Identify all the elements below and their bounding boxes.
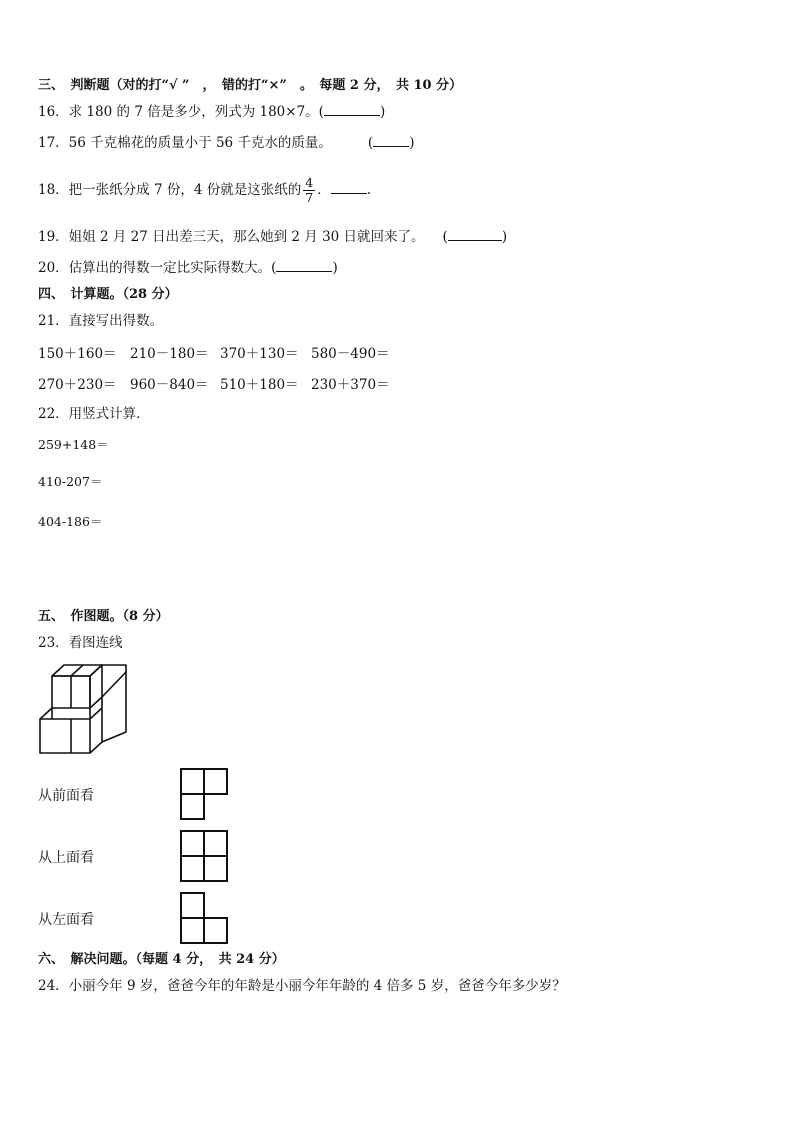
question-16-text: 16．求 180 的 7 倍是多少，列式为 180×7。( xyxy=(38,104,324,120)
question-17-text: 17．56 千克棉花的质量小于 56 千克水的质量。 xyxy=(38,135,332,151)
calc-item: 960－840＝ xyxy=(130,377,209,393)
cube-stack-figure xyxy=(38,662,130,758)
vertical-calc-item: 259+148＝ xyxy=(38,437,109,452)
view-shape-front[interactable] xyxy=(179,767,231,821)
calc-item: 150＋160＝ xyxy=(38,346,117,362)
question-24: 24．小丽今年 9 岁，爸爸今年的年龄是小丽今年年龄的 4 倍多 5 岁，爸爸今年多少岁？ xyxy=(38,978,566,994)
fraction-4-7 xyxy=(303,176,315,205)
question-18: 18．把一张纸分成 7 份，4 份就是这张纸的 $\frac{4}{7}$ ． . xyxy=(38,175,371,205)
fraction-denominator: 7 xyxy=(305,190,314,205)
section-3-heading: 三、 判断题（对的打“√ ” ， 错的打“×” 。 每题 2 分， 共 10 分） xyxy=(38,78,463,93)
question-20 xyxy=(38,259,338,277)
question-22-title: 22．用竖式计算． xyxy=(38,406,150,422)
question-18-text: 18．把一张纸分成 7 份，4 份就是这张纸的 xyxy=(38,182,302,198)
question-19-text: 19．姐姐 2 月 27 日出差三天，那么她到 2 月 30 日就回来了。 xyxy=(38,229,425,245)
question-21-title: 21．直接写出得数。 xyxy=(38,313,164,329)
question-16-close: ) xyxy=(379,104,386,120)
answer-blank-19[interactable] xyxy=(448,228,502,241)
view-shape-top[interactable] xyxy=(179,829,231,883)
answer-blank-17[interactable] xyxy=(373,134,409,147)
question-17 xyxy=(38,134,414,152)
calc-item: 270＋230＝ xyxy=(38,377,117,393)
section-6-heading: 六、 解决问题。（每题 4 分， 共 24 分） xyxy=(38,952,285,967)
question-19 xyxy=(38,228,507,246)
question-17-close: ) xyxy=(409,135,415,151)
question-19-open: ( xyxy=(442,229,448,245)
answer-blank-18[interactable] xyxy=(331,181,367,194)
view-label-front: 从前面看 xyxy=(38,788,94,804)
question-20-text: 20．估算出的得数一定比实际得数大。( xyxy=(38,260,277,276)
fraction-numerator: 4 xyxy=(305,175,314,190)
question-17-open: ( xyxy=(367,135,374,151)
calc-item: 230＋370＝ xyxy=(311,377,390,393)
question-20-close: ) xyxy=(332,260,338,276)
answer-blank-20[interactable] xyxy=(276,259,332,272)
calc-item: 510＋180＝ xyxy=(220,377,299,393)
question-23-title: 23．看图连线 xyxy=(38,635,123,651)
question-19-close: ) xyxy=(501,229,508,245)
answer-blank-16[interactable] xyxy=(324,103,380,116)
calc-item: 370＋130＝ xyxy=(220,346,299,362)
section-5-heading: 五、 作图题。（8 分） xyxy=(38,609,169,624)
calc-item: 210－180＝ xyxy=(130,346,209,362)
calc-item: 580－490＝ xyxy=(311,346,390,362)
question-18-tail: ． xyxy=(317,182,331,198)
view-label-top: 从上面看 xyxy=(38,850,94,866)
vertical-calc-item: 404-186＝ xyxy=(38,514,103,529)
question-16 xyxy=(38,103,385,121)
section-4-heading: 四、 计算题。（28 分） xyxy=(38,287,178,302)
view-label-left: 从左面看 xyxy=(38,912,94,928)
vertical-calc-item: 410-207＝ xyxy=(38,474,103,489)
view-shape-left[interactable] xyxy=(179,891,231,945)
